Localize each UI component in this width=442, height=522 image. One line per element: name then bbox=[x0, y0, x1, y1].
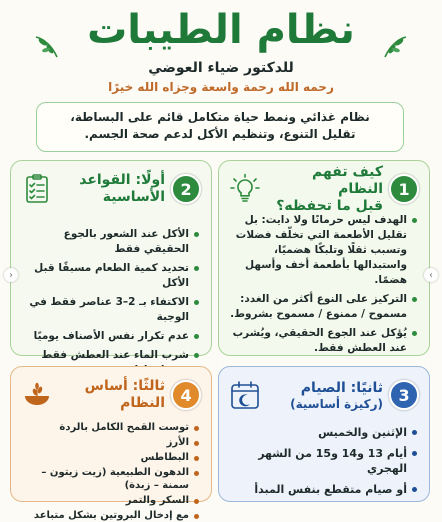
carousel-prev-arrow[interactable]: ‹ bbox=[4, 268, 18, 282]
card-system-foundation bbox=[10, 366, 212, 521]
list-item: عدم تكرار نفس الأصناف يوميًا bbox=[21, 329, 189, 344]
list-item: البطاطس bbox=[21, 451, 189, 464]
card-understand-system bbox=[218, 160, 430, 356]
list-item: الأرز bbox=[21, 436, 189, 449]
intro-line-2: تقليل التنوع، وتنظيم الأكل لدعم صحة الجسم. bbox=[84, 127, 356, 141]
list-item: توست القمح الكامل بالردة bbox=[21, 421, 189, 434]
list-item: شرب الماء عند العطش فقط bbox=[21, 348, 189, 378]
calendar-moon-icon bbox=[229, 379, 261, 411]
list-item: مع إدخال البروتين بشكل متباعد bbox=[21, 509, 189, 522]
list-item: يُؤكل عند الجوع الحقيقي، ويُشرب عند العطش فقط. bbox=[229, 326, 407, 356]
list-item: الأكل عند الشعور بالجوع الحقيقي فقط bbox=[21, 227, 189, 257]
list-item: الهدف ليس حرمانًا ولا دايت: بل تقليل الأطعمة التي تخلّف فضلات وتسبب ثقلًا وتلبكًا هضميًا، واستبدالها بأطعمة أخف وأسهل هضمًا. bbox=[229, 213, 407, 288]
list-item: الإثنين والخميس bbox=[229, 425, 407, 440]
card-title: ثالثًا: أساس النظام bbox=[84, 378, 165, 411]
author-line: للدكتور ضياء العوضي bbox=[148, 60, 294, 76]
list-item: تحديد كمية الطعام مسبقًا قبل الأكل bbox=[21, 261, 189, 291]
card-number-badge: 3 bbox=[389, 380, 419, 410]
list-item: التركيز على النوع أكثر من الغدد: مسموح / ممنوع / مسموح بشروط. bbox=[230, 293, 407, 320]
mercy-line: رحمه الله رحمة واسعة وجزاه الله خيرًا bbox=[108, 80, 334, 94]
card-header bbox=[229, 163, 419, 214]
card-list bbox=[21, 421, 201, 522]
list-item: أو صيام متقطع بنفس المبدأ bbox=[229, 482, 407, 497]
list-item: أيام 13 و14 و15 من الشهر الهجري bbox=[229, 446, 407, 476]
grain-bowl-icon bbox=[21, 379, 53, 411]
card-subtitle: (ركيزة أساسية) bbox=[290, 396, 383, 411]
card-title-line-1: كيف تفهم النظام bbox=[312, 163, 383, 197]
card-title bbox=[273, 164, 383, 215]
list-item: الدهون الطبيعية (زيت زيتون – سمنة – زبدة) bbox=[21, 466, 189, 492]
page-title: نظام الطيبات bbox=[87, 7, 355, 53]
card-number-badge: 2 bbox=[171, 174, 201, 204]
lightbulb-icon bbox=[229, 173, 261, 205]
card-number-badge: 1 bbox=[389, 174, 419, 204]
card-list bbox=[21, 227, 201, 378]
intro-box bbox=[36, 102, 404, 152]
card-basic-rules bbox=[10, 160, 212, 361]
list-item: الاكتفاء بـ 2–3 عناصر فقط في الوجبة bbox=[21, 295, 189, 325]
card-number-badge: 4 bbox=[171, 380, 201, 410]
card-title bbox=[290, 380, 383, 411]
list-item: السكر والتمر bbox=[21, 494, 189, 507]
card-header bbox=[21, 375, 201, 415]
checklist-icon bbox=[21, 173, 53, 205]
intro-line-1: نظام غذائي ونمط حياة متكامل قائم على البساطة، bbox=[70, 110, 370, 124]
carousel-next-arrow[interactable]: › bbox=[424, 268, 438, 282]
card-title-text: ثانيًا: الصيام bbox=[300, 379, 383, 396]
card-title-line-2: قبل ما تحفظه؟ bbox=[276, 197, 383, 214]
card-header bbox=[229, 375, 419, 415]
card-list bbox=[229, 425, 419, 497]
card-header bbox=[21, 169, 201, 209]
card-title: أولًا: القواعد الأساسية bbox=[79, 172, 165, 205]
card-fasting bbox=[218, 366, 430, 502]
card-list bbox=[229, 213, 419, 356]
